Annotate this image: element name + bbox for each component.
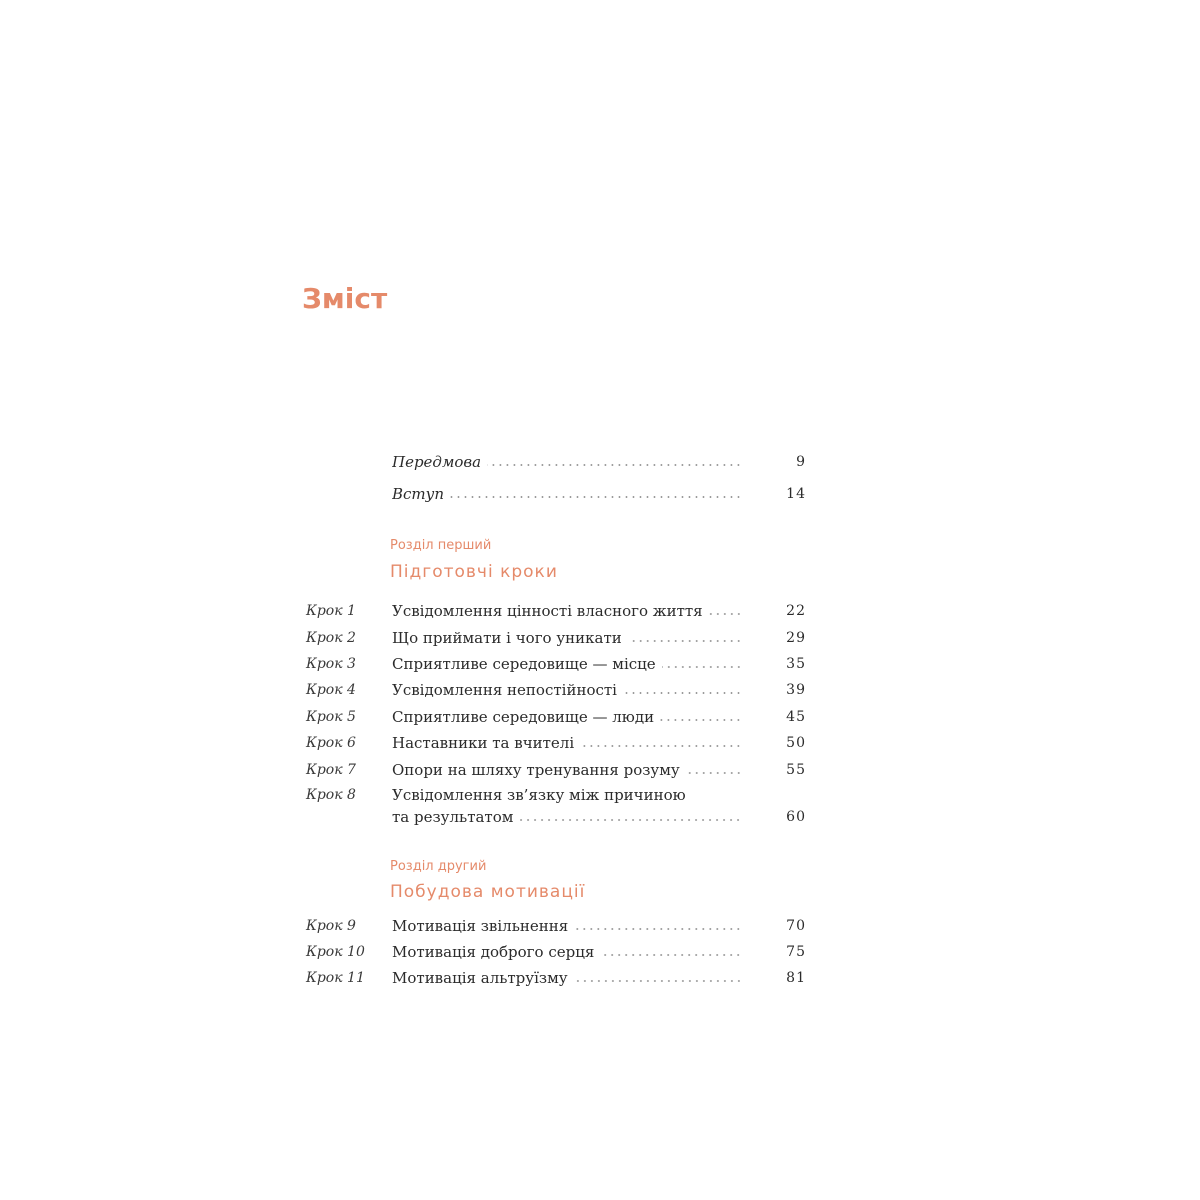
toc-entry[interactable] bbox=[306, 730, 806, 756]
toc-page-number: 39 bbox=[786, 682, 806, 698]
toc-entry[interactable] bbox=[306, 913, 806, 939]
leader-dots bbox=[662, 666, 742, 668]
step-label: Крок 1 bbox=[306, 603, 356, 619]
toc-entry[interactable] bbox=[306, 651, 806, 677]
step-label: Крок 10 bbox=[306, 944, 365, 960]
toc-page-number: 81 bbox=[786, 970, 806, 986]
toc-entry-body bbox=[392, 481, 742, 507]
toc-entry-body bbox=[392, 913, 742, 939]
toc-entry-body bbox=[392, 449, 742, 475]
toc-entry-title: Передмова bbox=[392, 453, 482, 471]
step-label: Крок 8 bbox=[306, 787, 356, 803]
leader-dots bbox=[574, 928, 742, 930]
toc-page-number: 35 bbox=[786, 656, 806, 672]
toc-entry-body bbox=[392, 965, 742, 991]
toc-entry-foreword[interactable] bbox=[306, 449, 806, 475]
step-label: Крок 6 bbox=[306, 735, 356, 751]
toc-entry[interactable] bbox=[306, 677, 806, 703]
toc-entry-title: Усвідомлення непостійності bbox=[392, 681, 617, 699]
toc-page-number: 9 bbox=[796, 454, 806, 470]
toc-entry[interactable] bbox=[306, 598, 806, 624]
toc-entry[interactable] bbox=[306, 625, 806, 651]
step-label: Крок 2 bbox=[306, 630, 356, 646]
toc-entry-title: Усвідомлення цінності власного життя bbox=[392, 602, 703, 620]
toc-page-number: 14 bbox=[786, 486, 806, 502]
toc-entry-title-line1: Усвідомлення зв’язку між причиною bbox=[392, 786, 686, 804]
page-title: Зміст bbox=[302, 282, 388, 315]
toc-entry-title: Мотивація альтруїзму bbox=[392, 969, 568, 987]
toc-page-number: 29 bbox=[786, 630, 806, 646]
leader-dots bbox=[709, 613, 742, 615]
step-label: Крок 4 bbox=[306, 682, 356, 698]
toc-entry[interactable] bbox=[306, 965, 806, 991]
toc-page-number: 22 bbox=[786, 603, 806, 619]
toc-entry-body bbox=[392, 704, 742, 730]
section-label: Розділ другий bbox=[390, 859, 487, 874]
toc-entry[interactable] bbox=[306, 704, 806, 730]
toc-entry[interactable] bbox=[306, 784, 806, 830]
toc-entry-body bbox=[392, 598, 742, 624]
toc-entry[interactable] bbox=[306, 939, 806, 965]
toc-entry-title: Сприятливе середовище — місце bbox=[392, 655, 656, 673]
step-label: Крок 5 bbox=[306, 709, 356, 725]
step-label: Крок 7 bbox=[306, 762, 356, 778]
step-label: Крок 3 bbox=[306, 656, 356, 672]
toc-entry-introduction[interactable] bbox=[306, 481, 806, 507]
toc-entry-title: Опори на шляху тренування розуму bbox=[392, 761, 680, 779]
toc-entry-title: Сприятливе середовище — люди bbox=[392, 708, 655, 726]
toc-entry-body bbox=[392, 730, 742, 756]
toc-entry-body bbox=[392, 939, 742, 965]
toc-entry-body bbox=[392, 804, 742, 830]
toc-entry[interactable] bbox=[306, 757, 806, 783]
step-label: Крок 9 bbox=[306, 918, 356, 934]
toc-page-number: 70 bbox=[786, 918, 806, 934]
toc-page-number: 55 bbox=[786, 762, 806, 778]
leader-dots bbox=[686, 772, 742, 774]
leader-dots bbox=[487, 464, 742, 466]
toc-entry-title-line2: та результатом bbox=[392, 808, 514, 826]
leader-dots bbox=[450, 496, 742, 498]
toc-entry-title: Вступ bbox=[392, 485, 445, 503]
leader-dots bbox=[580, 745, 742, 747]
toc-page-number: 75 bbox=[786, 944, 806, 960]
toc-page-number: 60 bbox=[786, 809, 806, 825]
toc-entry-title: Наставники та вчителі bbox=[392, 734, 575, 752]
toc-entry-title: Мотивація звільнення bbox=[392, 917, 569, 935]
toc-entry-title: Що приймати і чого уникати bbox=[392, 629, 622, 647]
toc-entry-body bbox=[392, 757, 742, 783]
toc-entry-body bbox=[392, 651, 742, 677]
toc-entry-title: Мотивація доброго серця bbox=[392, 943, 595, 961]
toc-entry-body bbox=[392, 677, 742, 703]
toc-page-number: 50 bbox=[786, 735, 806, 751]
leader-dots bbox=[600, 954, 742, 956]
leader-dots bbox=[519, 819, 742, 821]
leader-dots bbox=[660, 719, 742, 721]
toc-page-number: 45 bbox=[786, 709, 806, 725]
section-title[interactable]: Підготовчі кроки bbox=[390, 562, 558, 582]
toc-entry-body bbox=[392, 625, 742, 651]
leader-dots bbox=[574, 980, 742, 982]
section-title[interactable]: Побудова мотивації bbox=[390, 882, 586, 902]
leader-dots bbox=[623, 692, 742, 694]
leader-dots bbox=[628, 640, 742, 642]
section-label: Розділ перший bbox=[390, 538, 492, 553]
step-label: Крок 11 bbox=[306, 970, 365, 986]
